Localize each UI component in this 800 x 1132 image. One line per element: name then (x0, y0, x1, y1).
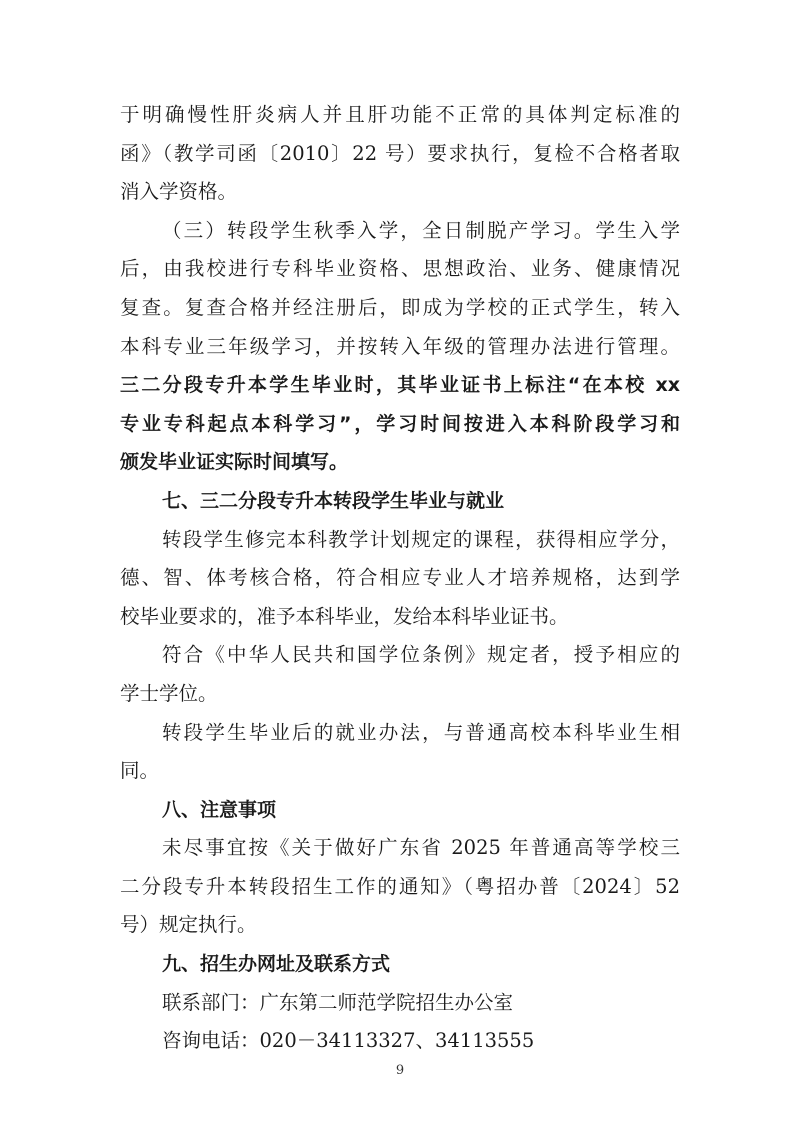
bold-notice-line-3: 颁发毕业证实际时间填写。 (120, 451, 349, 474)
employment-line-1: 转段学生毕业后的就业办法，与普通高校本科毕业生相 (162, 720, 680, 744)
bold-notice-line-1: 三二分段专升本学生毕业时，其毕业证书上标注“在本校 xx (120, 374, 680, 397)
degree-line-1: 符合《中华人民共和国学位条例》规定者，授予相应的 (162, 643, 680, 667)
page-number: 9 (395, 1063, 405, 1078)
text-line-3: 消入学资格。 (120, 180, 238, 204)
section-heading-seven: 七、三二分段专升本转段学生毕业与就业 (162, 489, 505, 512)
section-seven-line-2: 德、智、体考核合格，符合相应专业人才培养规格，达到学 (120, 566, 680, 590)
degree-line-2: 学士学位。 (120, 681, 218, 705)
employment-line-2: 同。 (120, 759, 160, 783)
paragraph-three-line-2: 后，由我校进行专科毕业资格、思想政治、业务、健康情况 (120, 257, 680, 281)
contact-department: 联系部门：广东第二师范学院招生办公室 (162, 990, 514, 1014)
text-line-1: 于明确慢性肝炎病人并且肝功能不正常的具体判定标准的 (120, 103, 680, 126)
section-eight-line-2: 二分段专升本转段招生工作的通知》（粤招办普〔2024〕52 (120, 874, 680, 898)
section-eight-line-3: 号）规定执行。 (120, 913, 257, 937)
document-body (120, 96, 680, 1061)
paragraph-three-line-1: （三）转段学生秋季入学，全日制脱产学习。学生入学 (162, 218, 680, 242)
paragraph-three-line-4: 本科专业三年级学习，并按转入年级的管理办法进行管理。 (120, 334, 680, 358)
text-line-2: 函》（教学司函〔2010〕22 号）要求执行，复检不合格者取 (120, 141, 680, 165)
section-seven-line-3: 校毕业要求的，准予本科毕业，发给本科毕业证书。 (120, 604, 569, 628)
section-seven-line-1: 转段学生修完本科教学计划规定的课程，获得相应学分， (162, 527, 680, 551)
bold-notice-line-2: 专业专科起点本科学习”，学习时间按进入本科阶段学习和 (120, 412, 680, 435)
section-heading-nine: 九、招生办网址及联系方式 (162, 953, 391, 976)
paragraph-three-line-3: 复查。复查合格并经注册后，即成为学校的正式学生，转入 (120, 295, 680, 319)
section-heading-eight: 八、注意事项 (162, 798, 277, 821)
section-eight-line-1: 未尽事宜按《关于做好广东省 2025 年普通高等学校三 (162, 836, 680, 860)
contact-phone: 咨询电话：020－34113327、34113555 (162, 1029, 535, 1053)
